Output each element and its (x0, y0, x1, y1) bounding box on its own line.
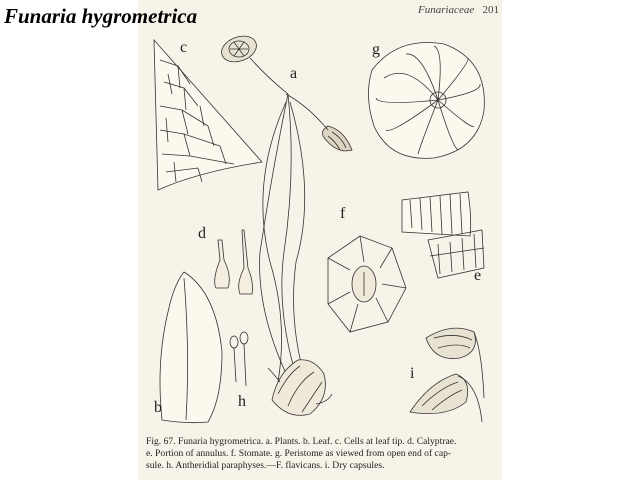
label-i: i (410, 365, 415, 382)
peristome-drawing (368, 42, 484, 158)
label-a: a (290, 65, 298, 82)
botanical-plate (138, 22, 502, 432)
stomate-drawing (328, 236, 406, 332)
running-head (418, 4, 499, 16)
caption-line-1: Fig. 67. Funaria hygrometrica. a. Plants. b. Leaf. c. Cells at leaf tip. d. Calyptrae. (146, 436, 457, 447)
slide-title: Funaria hygrometrica (4, 4, 198, 28)
caption-line-2: e. Portion of annulus. f. Stomate. g. Peristome as viewed from open end of cap- (146, 448, 452, 459)
paraphyses-drawing (230, 332, 248, 386)
plants-drawing (218, 32, 352, 416)
annulus-drawing (402, 192, 484, 278)
label-b: b (154, 399, 162, 416)
figure-caption (146, 436, 492, 472)
dry-capsules-drawing (410, 328, 484, 422)
label-g: g (372, 41, 380, 58)
label-d: d (198, 225, 206, 242)
caption-line-3: sule. h. Antheridial paraphyses.—F. flavicans. i. Dry capsules. (146, 460, 385, 471)
label-c: c (180, 39, 188, 56)
page-number: 201 (482, 4, 499, 16)
running-head-family: Funariaceae (418, 4, 475, 16)
label-f: f (340, 205, 346, 222)
calyptrae-drawing (215, 230, 253, 294)
label-h: h (238, 393, 246, 410)
leaf-tip-cells-drawing (154, 40, 262, 190)
leaf-drawing (160, 272, 222, 423)
label-e: e (474, 267, 482, 284)
